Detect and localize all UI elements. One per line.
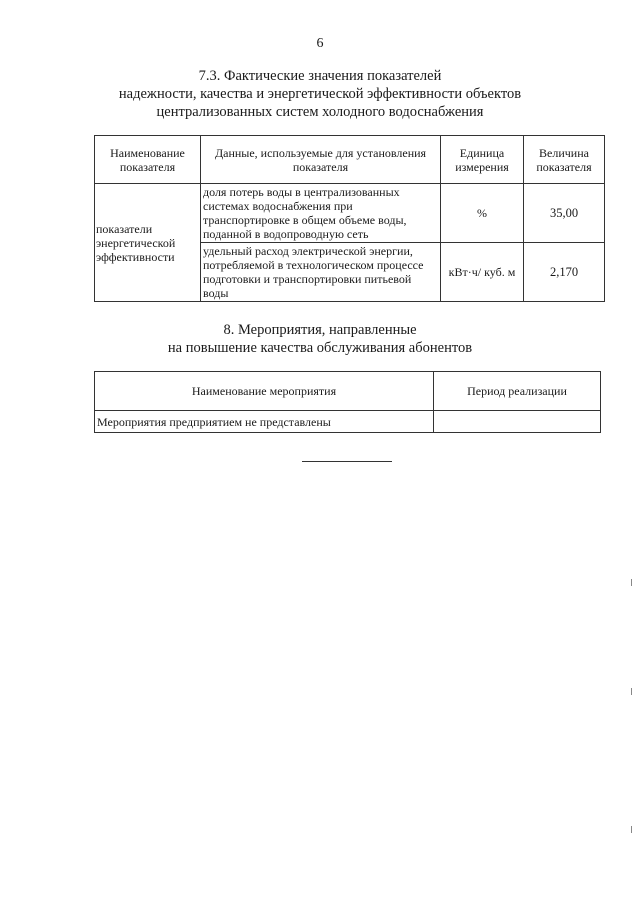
table-header-row	[95, 372, 601, 411]
table-row	[95, 411, 601, 433]
section-8-title-line: 8. Мероприятия, направленные	[223, 322, 417, 338]
unit-cell: кВт·ч/ куб. м	[441, 243, 524, 302]
section-8-title	[60, 321, 580, 357]
section-7-3-title-line: централизованных систем холодного водоснабжения	[156, 104, 484, 120]
section-8-title-line: на повышение качества обслуживания абонентов	[167, 340, 473, 356]
section-7-3-title	[60, 67, 580, 121]
table-row	[95, 184, 605, 243]
end-rule	[302, 461, 392, 462]
measures-table	[94, 371, 601, 433]
section-7-3-title-line: 7.3. Фактические значения показателей	[198, 68, 442, 84]
table-header-row	[95, 136, 605, 184]
indicator-name-cell: показатели энергетической эффективности	[95, 184, 201, 302]
data-cell: удельный расход электрической энергии, потребляемой в технологическом процессе подготовки и транспортировки питьевой воды	[201, 243, 441, 302]
column-header-data: Данные, используемые для установления показателя	[201, 136, 441, 184]
value-cell: 2,170	[524, 243, 605, 302]
scan-margin-mark	[631, 579, 632, 586]
column-header-value: Величина показателя	[524, 136, 605, 184]
scan-margin-mark	[631, 826, 632, 833]
scan-margin-mark	[631, 688, 632, 695]
column-header-period: Период реализации	[434, 372, 601, 411]
unit-cell: %	[441, 184, 524, 243]
data-cell: доля потерь воды в централизованных системах водоснабжения при транспортировке в общем объеме воды, поданной в водопроводную сеть	[201, 184, 441, 243]
value-cell: 35,00	[524, 184, 605, 243]
section-7-3-title-line: надежности, качества и энергетической эффективности объектов	[118, 86, 522, 102]
page-number: 6	[316, 36, 324, 51]
column-header-measure-name: Наименование мероприятия	[95, 372, 434, 411]
column-header-indicator-name: Наименование показателя	[95, 136, 201, 184]
indicators-table	[94, 135, 605, 302]
measure-name-cell: Мероприятия предприятием не представлены	[95, 411, 434, 433]
column-header-unit: Единица измерения	[441, 136, 524, 184]
period-cell	[434, 411, 601, 433]
